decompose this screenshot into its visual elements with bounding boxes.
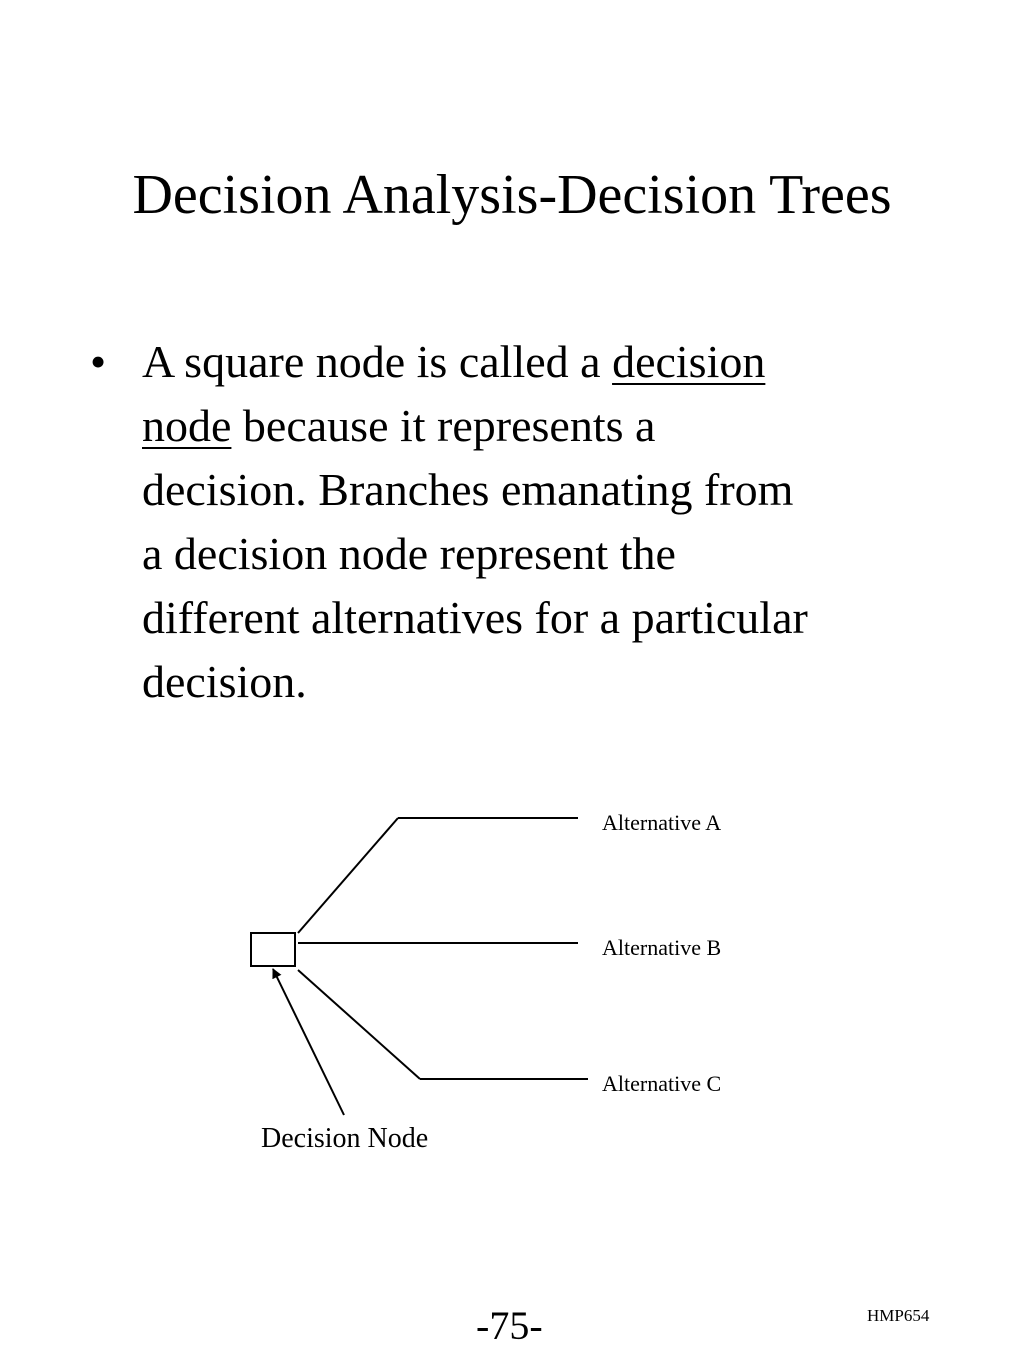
bullet-text [142,330,930,714]
bullet-line-5: different alternatives for a particular [142,592,808,643]
bullet-line-2 [142,394,930,458]
bullet-point [90,330,930,714]
bullet-line-6: decision. [142,656,307,707]
alternative-a-label: Alternative A [602,810,722,835]
bullet-marker: • [90,336,107,387]
alternative-b-label: Alternative B [602,935,722,960]
course-code: HMP654 [867,1306,930,1325]
node-pointer-arrow [273,969,344,1115]
bullet-text-line2-rest: because it represents a [231,400,656,451]
bullet-line-1 [142,330,930,394]
alternative-c-label: Alternative C [602,1071,722,1096]
decision-node-label: Decision Node [261,1123,429,1154]
slide-title: Decision Analysis-Decision Trees [132,164,892,226]
bullet-line-3: decision. Branches emanating from [142,464,794,515]
branch-a [298,818,578,933]
decision-node-square [251,933,295,966]
defined-term-part2: node [142,400,232,451]
defined-term-part1: decision [612,336,766,387]
branch-c [298,970,588,1079]
bullet-text-intro: A square node is called a [142,336,613,387]
bullet-line-4: a decision node represent the [142,528,676,579]
page-number: -75- [476,1303,543,1348]
